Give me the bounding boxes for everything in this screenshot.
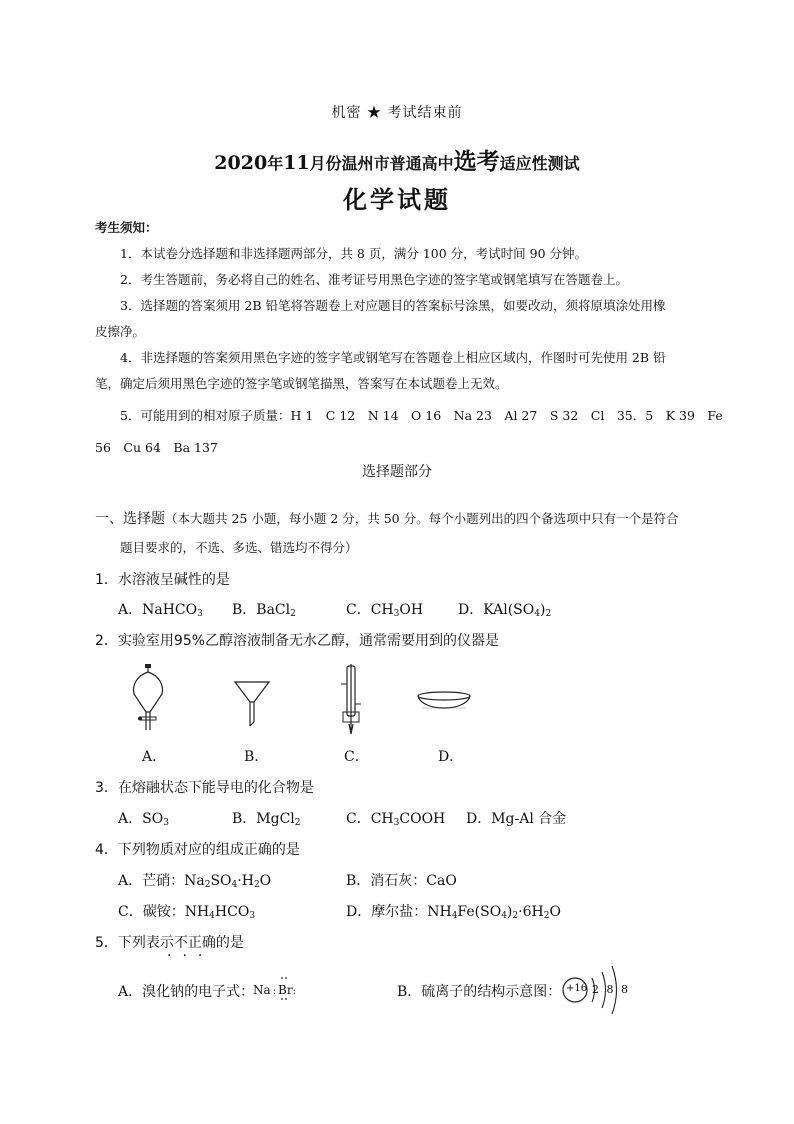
- separatory-funnel-icon: [130, 664, 170, 734]
- q5-option-b: B．硫离子的结构示意图：: [397, 984, 562, 1000]
- title-nian: 年: [267, 154, 284, 173]
- q1-option-b: B．BaCl$_2$: [232, 602, 296, 619]
- q2-label-b: B．: [244, 749, 269, 765]
- funnel-icon: [233, 680, 273, 730]
- notice-item: 56 Cu 64 Ba 137: [95, 440, 218, 455]
- q3-option-a: A．$SO_3$: [118, 811, 169, 828]
- q2-label-d: D．: [438, 749, 464, 765]
- emphasis-dots: ···: [167, 948, 214, 964]
- q2-label-c: C．: [344, 749, 369, 765]
- title-month: 11: [283, 152, 310, 174]
- notice-item: 5．可能用到的相对原子质量：H 1 C 12 N 14 O 16 Na 23 Al 27 S 32 Cl 35．5 K 39 Fe: [120, 408, 723, 423]
- subject-title: 化学试题: [343, 185, 451, 214]
- question-2-stem: 2．实验室用95%乙醇溶液制备无水乙醇，通常需要用到的仪器是: [95, 633, 500, 649]
- exam-title: [0, 143, 794, 176]
- notice-item: 笔，确定后须用黑色字迹的签字笔或钢笔描黑，答案写在本试题卷上无效。: [95, 376, 508, 391]
- na-symbol: Na: [253, 983, 271, 997]
- part-desc-cont: 题目要求的，不选、多选、错选均不得分）: [120, 540, 358, 555]
- notice-heading: 考生须知：: [95, 220, 158, 235]
- br-lone-pairs-icon: [276, 975, 300, 1005]
- q4-option-d: D．摩尔盐：$NH_4Fe(SO_4)_2\cdot 6H_2O$: [346, 904, 561, 921]
- evaporating-dish-icon: [416, 690, 472, 716]
- part-desc: （本大题共 25 小题，每小题 2 分，共 50 分。每个小题列出的四个备选项中只有一个是符合: [165, 511, 679, 526]
- q3-option-b: B．MgCl$_2$: [232, 811, 301, 828]
- q3-option-c: C．$CH_3COOH$: [346, 811, 446, 828]
- question-5-stem: 5．下列表示不正确的是: [95, 935, 244, 951]
- electron-shells: 2 8 8: [592, 983, 630, 996]
- section-title: 选择题部分: [362, 464, 432, 480]
- nucleus-charge: +16: [566, 983, 588, 994]
- q4-option-c: C．碳铵：$NH_4HCO_3$: [118, 904, 256, 921]
- notice-item: 2．考生答题前，务必将自己的姓名、准考证号用黑色字迹的签字笔或钢笔填写在答题卷上。: [120, 272, 628, 287]
- br-symbol: Br: [278, 983, 293, 997]
- title-mid: 月份温州市普通高中: [309, 154, 454, 173]
- title-big: 选考: [453, 148, 500, 175]
- part-label: 一、选择题: [95, 511, 165, 527]
- q1-option-a: A．NaHCO$_3$: [118, 602, 203, 619]
- thermometer-condenser-icon: [340, 664, 364, 736]
- notice-item: 3．选择题的答案须用 2B 铅笔将答题卷上对应题目的答案标号涂黑，如要改动，须将原填涂处用橡: [120, 298, 666, 313]
- title-tail: 适应性测试: [499, 154, 580, 173]
- notice-item: 4．非选择题的答案须用黑色字迹的签字笔或钢笔写在答题卷上相应区域内，作图时可先使用 2B 铅: [120, 350, 666, 365]
- notice-item: 1．本试卷分选择题和非选择题两部分，共 8 页，满分 100 分，考试时间 90 分钟。: [120, 246, 588, 261]
- part-header: [95, 508, 679, 528]
- confidential-label: 机密 ★ 考试结束前: [331, 105, 463, 121]
- q2-label-a: A．: [142, 749, 167, 765]
- q5-option-a: A．溴化钠的电子式：: [118, 984, 255, 1000]
- q3-option-d: D．Mg-Al 合金: [466, 811, 567, 827]
- q4-option-a: A．芒硝：$Na_2SO_4\cdot H_2O$: [118, 873, 272, 890]
- q1-option-d: D．$KAl(SO_4)_2$: [458, 602, 552, 619]
- question-1-stem: 1．水溶液呈碱性的是: [95, 572, 230, 588]
- question-4-stem: 4．下列物质对应的组成正确的是: [95, 842, 300, 858]
- q1-option-c: C．$CH_3OH$: [346, 602, 424, 619]
- notice-item: 皮擦净。: [95, 324, 146, 339]
- title-year: 2020: [214, 152, 268, 174]
- nabr-electron-formula: Na : Br:: [253, 983, 296, 997]
- q4-option-b: B．消石灰：CaO: [346, 873, 457, 889]
- question-3-stem: 3．在熔融状态下能导电的化合物是: [95, 780, 314, 796]
